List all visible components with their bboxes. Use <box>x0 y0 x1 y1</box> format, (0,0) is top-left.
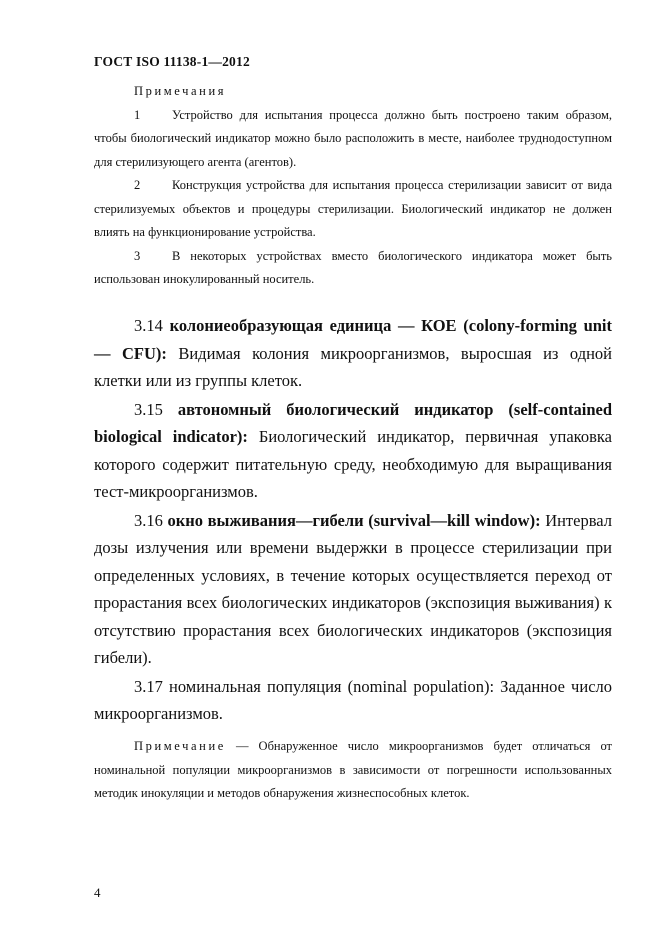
term-definition <box>94 507 612 672</box>
note-item <box>94 245 612 292</box>
footnote-text: Обнаруженное число микроорганизмов будет отличаться от номинальной популяции микроорганизмов в зависимости от погрешности использованных методик инокуляции и методов обнаружения жизнеспособных клеток. <box>94 739 613 800</box>
term-title: автономный биологический индикатор (self-contained biological indicator): <box>94 399 613 446</box>
note-item <box>94 104 612 175</box>
note-item <box>94 174 612 245</box>
notes-title: Примечания <box>134 84 227 98</box>
term-number: 3.17 <box>134 676 163 696</box>
footnote-dash: — <box>235 739 249 753</box>
term-number: 3.16 <box>134 510 163 530</box>
document-header: ГОСТ ISO 11138-1—2012 <box>94 54 250 69</box>
term-number: 3.15 <box>134 399 163 419</box>
terms-section <box>94 312 612 728</box>
term-title: колониеобразующая единица — КОЕ (colony-forming unit — CFU): <box>94 316 613 363</box>
note-text: В некоторых устройствах вместо биологического индикатора может быть использован инокулированный носитель. <box>94 248 612 286</box>
term-text: Видимая колония микроорганизмов, выросшая из одной клетки или из группы клеток. <box>94 343 612 390</box>
term-number: 3.14 <box>134 316 163 335</box>
term-text: Биологический индикатор, первичная упаковка которого содержит питательную среду, необходимую для выращивания тест-микроорганизмов. <box>94 427 612 501</box>
term-title: окно выживания—гибели (survival—kill window): <box>167 510 541 530</box>
page-number: 4 <box>94 885 101 900</box>
term-definition <box>94 673 612 728</box>
notes-block <box>94 80 612 292</box>
footnote <box>94 735 612 806</box>
note-number: 3 <box>134 248 141 263</box>
term-text: Интервал дозы излучения или времени выдержки в процессе стерилизации при определенных условиях, в течение которых осуществляется переход от прорастания всех биологических индикаторов (экспозиция выживания) к отсутствию прорастания всех биологических индикаторов (экспозиция гибели). <box>94 510 612 667</box>
term-definition <box>94 312 612 395</box>
note-text: Устройство для испытания процесса должно быть построено таким образом, чтобы биологический индикатор можно было расположить в месте, наиболее труднодоступном для стерилизующего агента (агентов). <box>94 107 612 169</box>
note-text: Конструкция устройства для испытания процесса стерилизации зависит от вида стерилизуемых объектов и процедуры стерилизации. Биологический индикатор не должен влиять на функционирование устройства. <box>94 178 612 239</box>
footnote-label: Примечание <box>134 739 226 753</box>
note-number: 1 <box>134 107 141 122</box>
note-number: 2 <box>134 178 141 192</box>
term-text: номинальная популяция (nominal population): Заданное число микроорганизмов. <box>94 676 612 723</box>
term-definition <box>94 396 612 506</box>
